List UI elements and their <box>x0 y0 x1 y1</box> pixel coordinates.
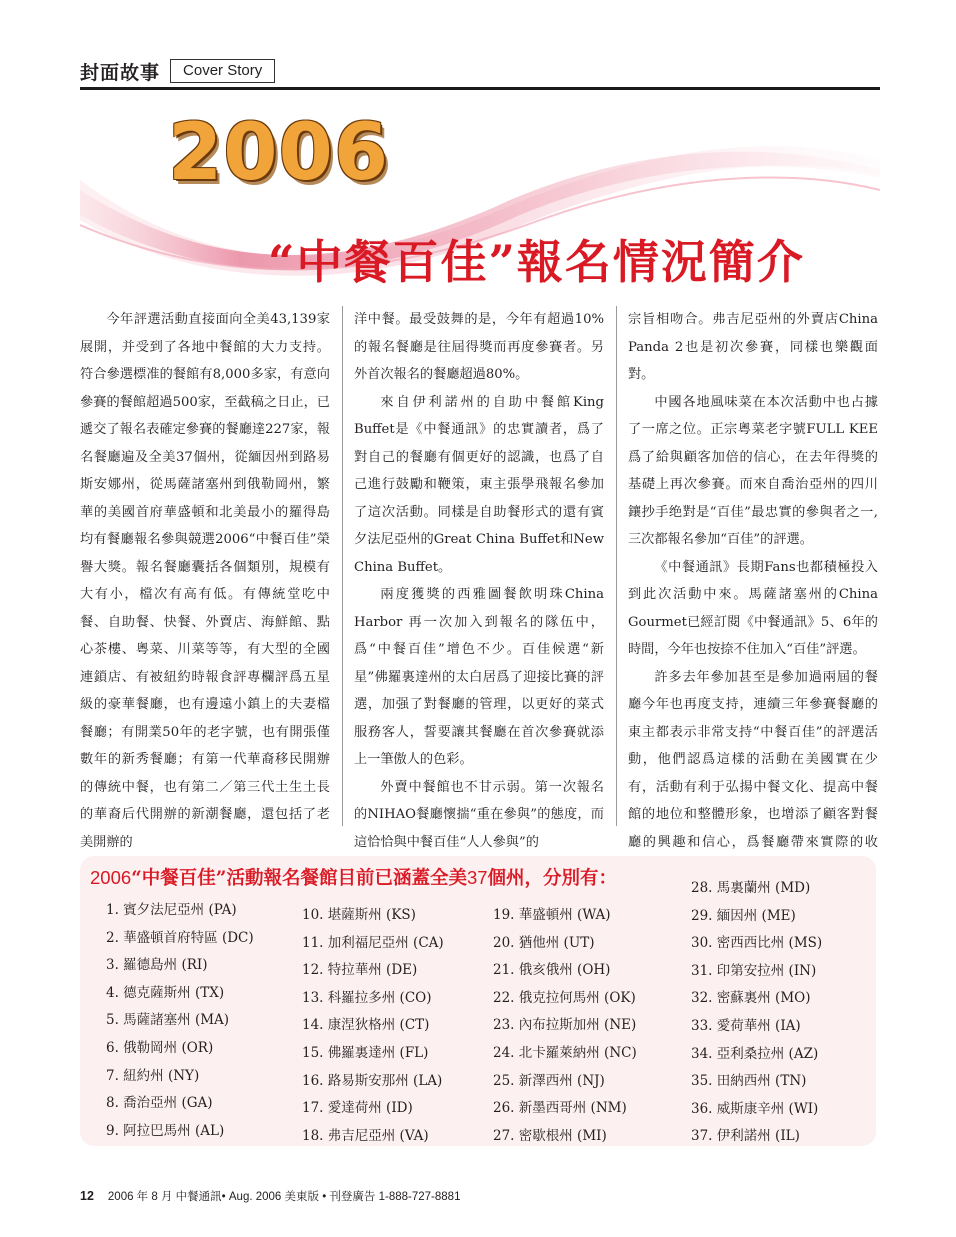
state-item: 16. 路易斯安那州 (LA) <box>302 1072 443 1089</box>
section-label: 封面故事 <box>80 61 161 84</box>
header-rule <box>80 87 880 90</box>
column-divider <box>616 306 617 826</box>
paragraph: 來自伊利諾州的自助中餐館King Buffet是《中餐通訊》的忠實讀者，爲了對自己的餐廳有個更好的認識，也爲了自己進行鼓勵和鞭策，東主張學飛報名參加了這次活動。同樣是自助餐形式的還有賓夕法尼亞州的Great China Buffet和New China Buffet。 <box>354 394 604 575</box>
state-item: 30. 密西西比州 (MS) <box>691 935 823 952</box>
section-header <box>80 58 275 84</box>
state-item: 15. 佛羅裏達州 (FL) <box>302 1045 429 1061</box>
column-divider <box>342 306 343 826</box>
paragraph: 兩度獲獎的西雅圖餐飲明珠China Harbor 再一次加入到報名的隊伍中，爲“中餐百佳”增色不少。百佳候選“新星”佛羅裏達州的太白居爲了迎接比賽的評選，加强了對餐廳的管理，以更好的菜式服務客人，誓要讓其餐廳在首次參賽就添上一筆傲人的色彩。 <box>354 587 604 767</box>
state-item: 19. 華盛頓州 (WA) <box>493 907 611 923</box>
state-item: 27. 密歇根州 (MI) <box>493 1127 607 1144</box>
state-item: 21. 俄亥俄州 (OH) <box>493 962 611 979</box>
article-column-2 <box>354 306 604 856</box>
paragraph: 外賣中餐館也不甘示弱。第一次報名的NIHAO餐廳懷揣“重在參與”的態度，而這恰恰與中餐百佳“人人參與”的 <box>354 779 604 850</box>
state-item: 1. 賓夕法尼亞州 (PA) <box>106 902 237 918</box>
state-item: 35. 田納西州 (TN) <box>691 1073 807 1090</box>
paragraph: 許多去年參加甚至是參加過兩屆的餐廳今年也再度支持，連續三年參賽餐廳的東主都表示非常支持“中餐百佳”的評選活動，他們認爲這樣的活動在美國實在少有，活動有利于弘揚中餐文化、提高中餐館的地位和整體形象，也增添了顧客對餐廳的興趣和信心，爲餐廳帶來實際的收 <box>628 669 878 850</box>
state-item: 12. 特拉華州 (DE) <box>302 962 418 979</box>
state-item: 4. 德克薩斯州 (TX) <box>106 984 225 1001</box>
state-item: 29. 緬因州 (ME) <box>691 907 796 924</box>
state-item: 25. 新澤西州 (NJ) <box>493 1072 605 1089</box>
state-item: 23. 內布拉斯加州 (NE) <box>493 1017 637 1034</box>
paragraph: 《中餐通訊》長期Fans也都積極投入到此次活動中來。馬薩諸塞州的China Gourmet已經訂閱《中餐通訊》5、6年的時間，今年也按捺不住加入“百佳”評選。 <box>628 559 878 657</box>
state-item: 26. 新墨西哥州 (NM) <box>493 1100 627 1117</box>
state-item: 18. 弗吉尼亞州 (VA) <box>302 1127 429 1144</box>
state-item: 20. 猶他州 (UT) <box>493 934 595 951</box>
article-column-1 <box>80 306 330 856</box>
page-number: 12 <box>80 1189 94 1203</box>
state-item: 3. 羅德島州 (RI) <box>106 957 208 974</box>
state-item: 5. 馬薩諸塞州 (MA) <box>106 1012 230 1029</box>
state-item: 2. 華盛頓首府特區 (DC) <box>106 929 254 946</box>
state-item: 14. 康涅狄格州 (CT) <box>302 1017 430 1034</box>
paragraph: 今年評選活動直接面向全美43,139家展開，并受到了各地中餐館的大力支持。符合參選標准的餐館有8,000多家，有意向參賽的餐館超過500家，至截稿之日止，已遞交了報名表確定參賽的餐廳達227家，報名餐廳遍及全美37個州，從緬因州到路易斯安娜州，從馬薩諸塞州到俄勒岡州，繁華的美國首府華盛頓和北美最小的羅得島均有餐廳報名參與競選2006“中餐百佳”榮譽大獎。報名餐廳囊括各個類別，規模有大有小，檔次有高有低。有傳統堂吃中餐、自助餐、快餐、外賣店、海鮮館、點心茶樓、粵菜、川菜等等，有大型的全國連鎖店、有被紐約時報食評專欄評爲五星級的豪華餐廳，也有邊遠小鎮上的夫妻檔餐廳；有開業50年的老字號，也有開張僅數年的新秀餐廳；有第一代華裔移民開辦的傳統中餐，也有第二／第三代土生土長的華裔后代開辦的新潮餐廳，還包括了老美開辦的 <box>80 312 330 850</box>
state-item: 9. 阿拉巴馬州 (AL) <box>106 1122 225 1139</box>
page-title: “中餐百佳”報名情況簡介 <box>268 235 805 289</box>
state-item: 31. 印第安拉州 (IN) <box>691 962 817 979</box>
state-item: 17. 愛達荷州 (ID) <box>302 1100 413 1117</box>
footer-info: 2006 年 8 月 中餐通訊• Aug. 2006 美東版 • 刊登廣告 1-888-727-8881 <box>107 1191 461 1203</box>
state-item: 28. 馬裏蘭州 (MD) <box>691 880 811 896</box>
states-title: 2006“中餐百佳”活動報名餐館目前已涵蓋全美37個州，分別有： <box>90 867 618 889</box>
state-item: 37. 伊利諾州 (IL) <box>691 1128 800 1145</box>
paragraph: 中國各地風味菜在本次活動中也占據了一席之位。正宗粵菜老字號FULL KEE爲了給與顧客加倍的信心，在去年得獎的基礎上再次參賽。而來自喬治亞州的四川鑲抄手绝對是“百佳”最忠實的參與者之一,三次都報名參加“百佳”的評選。 <box>628 394 878 547</box>
paragraph: 洋中餐。最受鼓舞的是，今年有超過10%的報名餐廳是往屆得獎而再度參賽者。另外首次報名的餐廳超過80%。 <box>354 312 604 382</box>
state-item: 32. 密蘇裏州 (MO) <box>691 990 811 1007</box>
state-item: 7. 紐約州 (NY) <box>106 1067 200 1084</box>
state-item: 34. 亞利桑拉州 (AZ) <box>691 1045 819 1062</box>
state-item: 33. 愛荷華州 (IA) <box>691 1018 801 1034</box>
article-column-3 <box>628 306 878 884</box>
section-tag: Cover Story <box>170 59 275 83</box>
state-item: 13. 科羅拉多州 (CO) <box>302 989 432 1006</box>
state-item: 36. 威斯康辛州 (WI) <box>691 1100 819 1117</box>
state-item: 8. 喬治亞州 (GA) <box>106 1095 213 1112</box>
state-item: 11. 加利福尼亞州 (CA) <box>302 934 444 951</box>
state-item: 6. 俄勒岡州 (OR) <box>106 1040 214 1056</box>
banner-year: 2006 <box>168 108 390 198</box>
paragraph: 宗旨相吻合。弗吉尼亞州的外賣店China Panda 2也是初次參賽，同樣也樂觀面對。 <box>628 312 878 382</box>
page-footer <box>80 1188 460 1204</box>
state-item: 10. 堪薩斯州 (KS) <box>302 907 416 923</box>
state-item: 24. 北卡羅萊納州 (NC) <box>493 1045 637 1061</box>
state-item: 22. 俄克拉何馬州 (OK) <box>493 989 636 1006</box>
